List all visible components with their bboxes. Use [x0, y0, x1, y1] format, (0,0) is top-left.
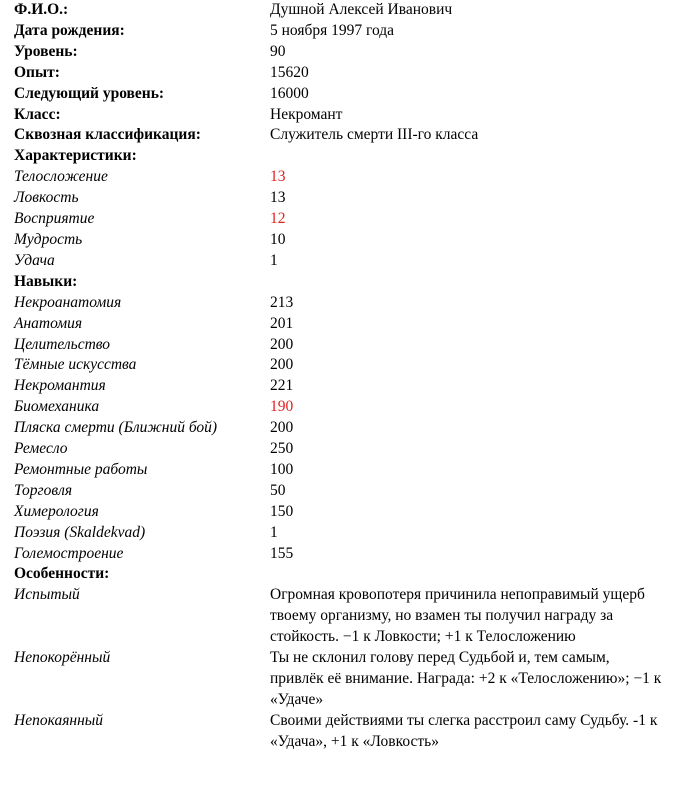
feature-row — [14, 585, 664, 648]
characteristics-heading: Характеристики: — [14, 147, 137, 165]
skill-label: Анатомия — [14, 314, 83, 332]
profile-label: Дата рождения: — [14, 21, 125, 39]
profile-label: Ф.И.О.: — [14, 1, 69, 18]
character-sheet — [14, 0, 664, 753]
skill-row — [14, 314, 664, 335]
skill-row — [14, 460, 664, 481]
skill-label: Некромантия — [14, 377, 106, 395]
skill-row — [14, 397, 664, 418]
skill-value: 221 — [270, 377, 294, 395]
skill-value: 1 — [270, 523, 278, 541]
profile-section — [14, 0, 664, 146]
skills-heading: Навыки: — [14, 272, 78, 290]
characteristic-label: Мудрость — [14, 230, 83, 248]
skill-value: 100 — [270, 460, 294, 478]
skill-label: Тёмные искусства — [14, 356, 137, 374]
skill-row — [14, 481, 664, 502]
skill-label: Пляска смерти (Ближний бой) — [14, 419, 218, 437]
characteristic-value: 12 — [270, 210, 286, 228]
characteristic-value: 13 — [270, 189, 286, 207]
skill-row — [14, 376, 664, 397]
feature-label: Испытый — [14, 586, 80, 604]
characteristic-row — [14, 251, 664, 272]
skill-row — [14, 523, 664, 544]
characteristic-row — [14, 188, 664, 209]
skill-row — [14, 439, 664, 460]
profile-row-classification — [14, 125, 664, 146]
profile-value: 15620 — [270, 63, 309, 81]
skill-value: 250 — [270, 440, 294, 458]
skill-value: 190 — [270, 398, 294, 416]
skill-row — [14, 293, 664, 314]
skill-label: Биомеханика — [14, 398, 100, 416]
features-section — [14, 564, 664, 752]
profile-value: Некромант — [270, 105, 343, 123]
skill-label: Торговля — [14, 481, 73, 499]
skill-row — [14, 335, 664, 356]
profile-value: Служитель смерти III-го класса — [270, 126, 479, 144]
skill-value: 150 — [270, 502, 294, 520]
skill-row — [14, 502, 664, 523]
profile-value: 90 — [270, 42, 286, 60]
feature-description: Своими действиями ты слегка расстроил саму Судьбу. -1 к «Удача», +1 к «Ловкость» — [270, 711, 658, 750]
skill-value: 200 — [270, 335, 294, 353]
features-heading: Особенности: — [14, 565, 110, 583]
profile-label: Следующий уровень: — [14, 84, 165, 102]
characteristic-label: Ловкость — [14, 189, 79, 207]
characteristic-row — [14, 167, 664, 188]
profile-row-next-level — [14, 84, 664, 105]
profile-value: 16000 — [270, 84, 309, 102]
skills-section — [14, 272, 664, 565]
skill-value: 213 — [270, 293, 294, 311]
characteristic-label: Восприятие — [14, 210, 95, 228]
characteristic-value: 1 — [270, 251, 278, 269]
skill-row — [14, 544, 664, 565]
skill-label: Химерология — [14, 502, 99, 520]
skill-label: Големостроение — [14, 544, 124, 562]
profile-label: Опыт: — [14, 63, 60, 81]
skill-label: Поэзия (Skaldekvad) — [14, 523, 146, 541]
feature-label: Непокаянный — [14, 711, 104, 729]
characteristic-value: 10 — [270, 230, 286, 248]
skill-value: 200 — [270, 356, 294, 374]
feature-row — [14, 711, 664, 753]
profile-label: Сквозная классификация: — [14, 126, 201, 144]
skill-value: 201 — [270, 314, 294, 332]
profile-row-experience — [14, 63, 664, 84]
feature-description: Огромная кровопотеря причинила непоправимый ущерб твоему организму, но взамен ты получил награду за стойкость. −1 к Ловкости; +1 к Телосложению — [270, 586, 645, 646]
characteristic-label: Телосложение — [14, 168, 108, 186]
characteristic-value: 13 — [270, 168, 286, 186]
profile-label: Класс: — [14, 105, 61, 123]
skill-row — [14, 418, 664, 439]
profile-label: Уровень: — [14, 42, 78, 60]
characteristic-label: Удача — [14, 251, 55, 269]
feature-label: Непокорённый — [14, 649, 111, 667]
profile-row-birthdate — [14, 21, 664, 42]
skill-label: Ремесло — [14, 440, 68, 458]
profile-row-level — [14, 42, 664, 63]
skill-label: Ремонтные работы — [14, 460, 148, 478]
characteristic-row — [14, 230, 664, 251]
profile-value: Душной Алексей Иванович — [270, 1, 453, 18]
skill-value: 200 — [270, 419, 294, 437]
skill-label: Некроанатомия — [14, 293, 122, 311]
skill-value: 50 — [270, 481, 286, 499]
skill-label: Целительство — [14, 335, 111, 353]
feature-description: Ты не склонил голову перед Судьбой и, тем самым, привлёк её внимание. Награда: +2 к «Телосложению»; −1 к «Удаче» — [270, 649, 662, 708]
characteristic-row — [14, 209, 664, 230]
profile-row-class — [14, 105, 664, 126]
skill-value: 155 — [270, 544, 294, 562]
skill-row — [14, 355, 664, 376]
characteristics-section — [14, 146, 664, 271]
profile-value: 5 ноября 1997 года — [270, 21, 395, 39]
profile-row-name — [14, 0, 664, 21]
feature-row — [14, 648, 664, 711]
